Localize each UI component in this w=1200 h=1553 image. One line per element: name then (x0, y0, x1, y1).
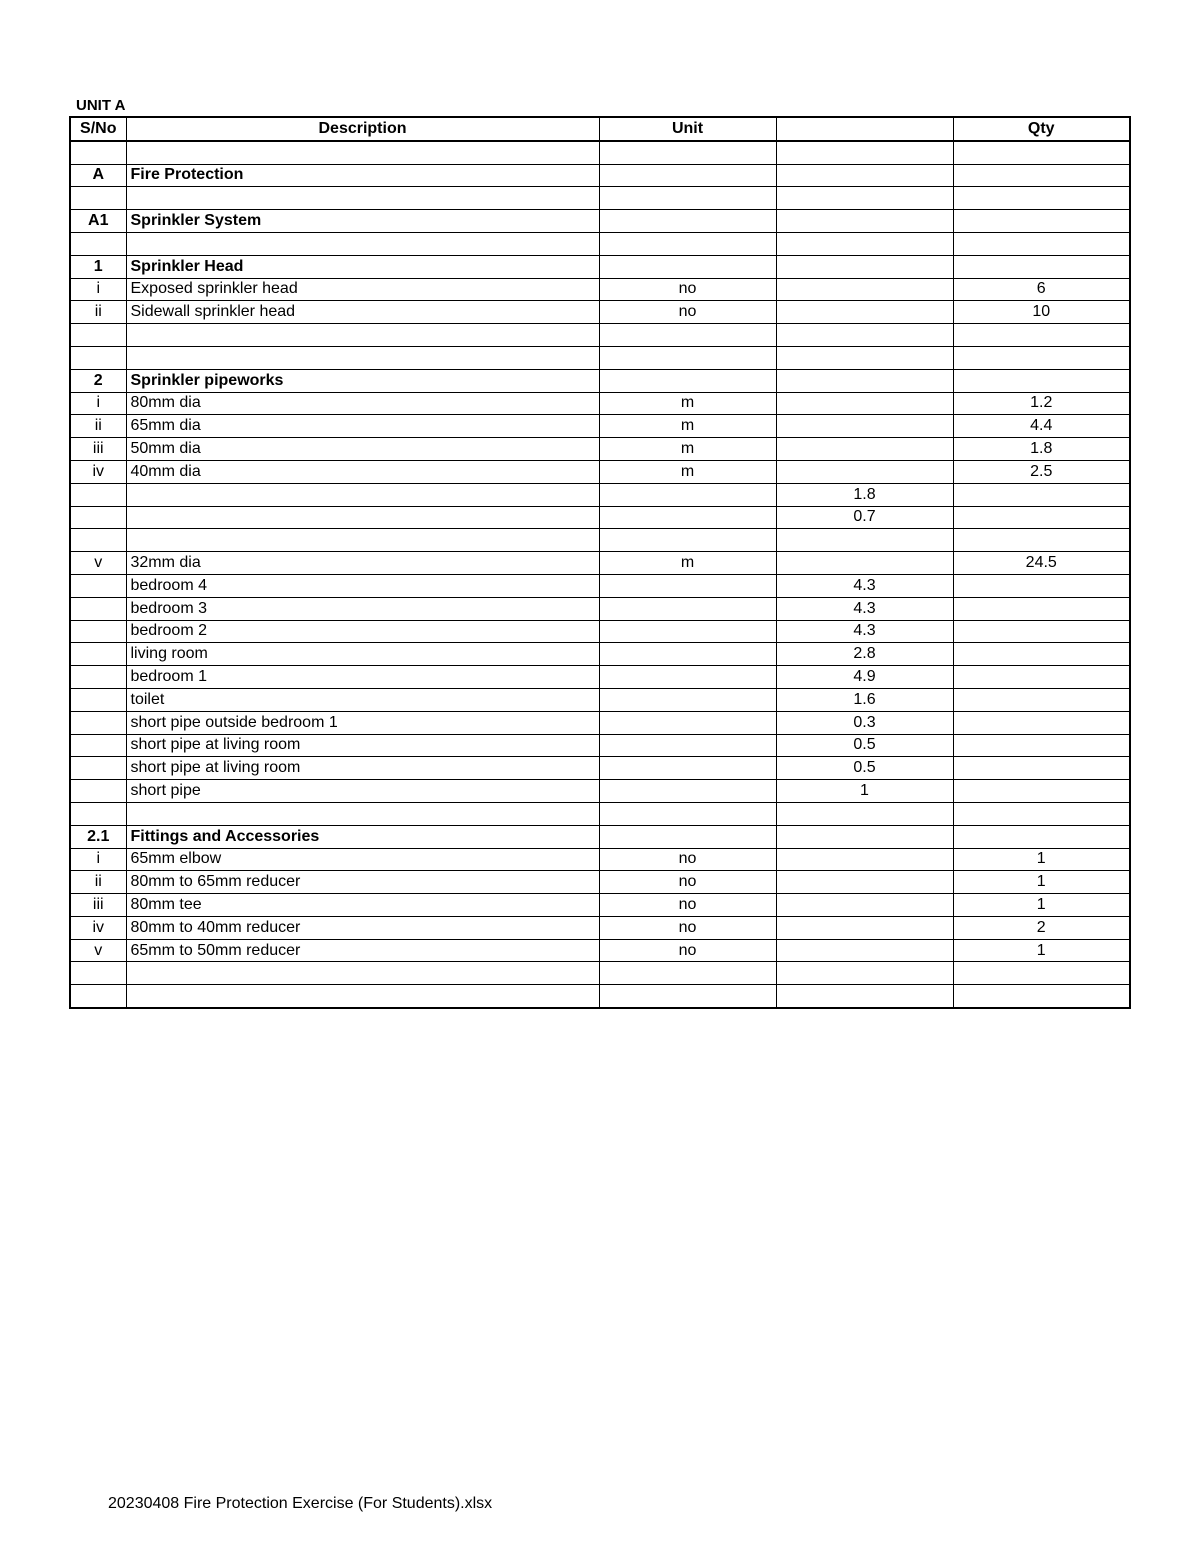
cell-sno (70, 574, 126, 597)
cell-description: 65mm elbow (126, 848, 599, 871)
cell-qty (953, 985, 1130, 1008)
cell-quantity-breakdown (776, 460, 953, 483)
cell-sno: 2.1 (70, 825, 126, 848)
cell-sno: ii (70, 301, 126, 324)
cell-quantity-breakdown (776, 802, 953, 825)
table-body (70, 141, 1130, 1008)
table-row (70, 666, 1130, 689)
cell-quantity-breakdown: 0.5 (776, 757, 953, 780)
cell-unit: m (599, 552, 776, 575)
table-row (70, 392, 1130, 415)
cell-qty (953, 187, 1130, 210)
cell-qty (953, 210, 1130, 233)
table-row (70, 780, 1130, 803)
cell-quantity-breakdown (776, 187, 953, 210)
cell-description: Fittings and Accessories (126, 825, 599, 848)
cell-unit (599, 210, 776, 233)
cell-qty: 1 (953, 894, 1130, 917)
cell-description: 40mm dia (126, 460, 599, 483)
cell-description (126, 324, 599, 347)
cell-qty (953, 666, 1130, 689)
cell-unit (599, 597, 776, 620)
cell-quantity-breakdown: 4.3 (776, 597, 953, 620)
cell-description: 65mm to 50mm reducer (126, 939, 599, 962)
cell-unit (599, 962, 776, 985)
cell-qty: 24.5 (953, 552, 1130, 575)
cell-unit (599, 688, 776, 711)
cell-quantity-breakdown (776, 255, 953, 278)
table-row (70, 802, 1130, 825)
cell-sno (70, 620, 126, 643)
cell-qty (953, 141, 1130, 164)
cell-qty: 1 (953, 848, 1130, 871)
table-row (70, 369, 1130, 392)
cell-description (126, 529, 599, 552)
cell-unit: no (599, 894, 776, 917)
cell-quantity-breakdown: 1.8 (776, 483, 953, 506)
cell-quantity-breakdown: 0.5 (776, 734, 953, 757)
cell-description (126, 141, 599, 164)
cell-qty (953, 780, 1130, 803)
cell-qty (953, 620, 1130, 643)
cell-qty (953, 711, 1130, 734)
cell-unit (599, 825, 776, 848)
cell-qty (953, 757, 1130, 780)
header-row (70, 117, 1130, 141)
cell-sno: iii (70, 894, 126, 917)
cell-sno (70, 597, 126, 620)
cell-unit (599, 506, 776, 529)
cell-quantity-breakdown: 4.3 (776, 574, 953, 597)
bill-of-quantities-table (69, 116, 1131, 1009)
table-row (70, 894, 1130, 917)
cell-quantity-breakdown (776, 438, 953, 461)
cell-unit (599, 802, 776, 825)
cell-sno (70, 985, 126, 1008)
cell-description (126, 506, 599, 529)
cell-sno (70, 324, 126, 347)
cell-sno: i (70, 848, 126, 871)
cell-qty (953, 324, 1130, 347)
cell-description (126, 232, 599, 255)
table-row (70, 529, 1130, 552)
table-row (70, 301, 1130, 324)
cell-description: living room (126, 643, 599, 666)
cell-unit (599, 620, 776, 643)
cell-unit (599, 141, 776, 164)
cell-sno: A1 (70, 210, 126, 233)
table-row (70, 825, 1130, 848)
cell-quantity-breakdown (776, 962, 953, 985)
cell-sno (70, 483, 126, 506)
cell-unit: m (599, 392, 776, 415)
cell-quantity-breakdown (776, 210, 953, 233)
table-row (70, 141, 1130, 164)
table-row (70, 757, 1130, 780)
cell-description: 50mm dia (126, 438, 599, 461)
cell-unit (599, 734, 776, 757)
cell-description: 65mm dia (126, 415, 599, 438)
cell-unit: no (599, 848, 776, 871)
table-row (70, 278, 1130, 301)
cell-description: Fire Protection (126, 164, 599, 187)
cell-quantity-breakdown (776, 164, 953, 187)
cell-quantity-breakdown (776, 415, 953, 438)
cell-sno: A (70, 164, 126, 187)
cell-unit (599, 369, 776, 392)
cell-qty (953, 962, 1130, 985)
cell-qty (953, 346, 1130, 369)
cell-sno (70, 643, 126, 666)
table-row (70, 711, 1130, 734)
cell-quantity-breakdown (776, 894, 953, 917)
cell-quantity-breakdown (776, 871, 953, 894)
cell-description (126, 346, 599, 369)
cell-qty: 1.8 (953, 438, 1130, 461)
cell-qty (953, 734, 1130, 757)
table-row (70, 346, 1130, 369)
cell-unit (599, 164, 776, 187)
cell-description: 80mm to 65mm reducer (126, 871, 599, 894)
cell-description: short pipe at living room (126, 757, 599, 780)
cell-sno: iv (70, 916, 126, 939)
cell-description: 32mm dia (126, 552, 599, 575)
cell-sno: i (70, 392, 126, 415)
cell-sno (70, 529, 126, 552)
table-row (70, 415, 1130, 438)
table-row (70, 164, 1130, 187)
cell-quantity-breakdown (776, 848, 953, 871)
cell-unit (599, 324, 776, 347)
cell-description: bedroom 1 (126, 666, 599, 689)
cell-qty: 4.4 (953, 415, 1130, 438)
cell-qty: 2 (953, 916, 1130, 939)
cell-quantity-breakdown (776, 552, 953, 575)
cell-quantity-breakdown: 4.3 (776, 620, 953, 643)
cell-sno: v (70, 939, 126, 962)
cell-unit: no (599, 871, 776, 894)
cell-quantity-breakdown (776, 985, 953, 1008)
table-row (70, 848, 1130, 871)
cell-unit: m (599, 415, 776, 438)
table-row (70, 255, 1130, 278)
cell-sno: iv (70, 460, 126, 483)
column-header-description: Description (126, 117, 599, 141)
cell-unit (599, 666, 776, 689)
table-row (70, 210, 1130, 233)
cell-qty (953, 597, 1130, 620)
cell-qty (953, 232, 1130, 255)
cell-unit: no (599, 301, 776, 324)
cell-unit (599, 574, 776, 597)
cell-sno (70, 232, 126, 255)
table-row (70, 460, 1130, 483)
cell-unit (599, 346, 776, 369)
cell-qty (953, 506, 1130, 529)
table-row (70, 597, 1130, 620)
cell-sno: iii (70, 438, 126, 461)
cell-qty: 2.5 (953, 460, 1130, 483)
cell-unit (599, 187, 776, 210)
cell-sno: ii (70, 415, 126, 438)
cell-qty (953, 529, 1130, 552)
table-row (70, 643, 1130, 666)
cell-description (126, 985, 599, 1008)
cell-description: Exposed sprinkler head (126, 278, 599, 301)
cell-qty (953, 825, 1130, 848)
table-row (70, 734, 1130, 757)
cell-unit (599, 643, 776, 666)
cell-description (126, 187, 599, 210)
cell-quantity-breakdown (776, 392, 953, 415)
cell-unit (599, 255, 776, 278)
cell-quantity-breakdown (776, 529, 953, 552)
table-row (70, 916, 1130, 939)
cell-unit: no (599, 916, 776, 939)
table-row (70, 552, 1130, 575)
cell-sno (70, 962, 126, 985)
column-header-qty: Qty (953, 117, 1130, 141)
cell-unit (599, 780, 776, 803)
column-header-blank (776, 117, 953, 141)
cell-qty: 6 (953, 278, 1130, 301)
table-row (70, 871, 1130, 894)
cell-sno (70, 711, 126, 734)
table-row (70, 483, 1130, 506)
sheet-title: UNIT A (76, 97, 126, 114)
cell-qty: 1 (953, 939, 1130, 962)
cell-quantity-breakdown (776, 278, 953, 301)
cell-description: Sidewall sprinkler head (126, 301, 599, 324)
cell-quantity-breakdown (776, 825, 953, 848)
cell-qty: 1.2 (953, 392, 1130, 415)
cell-qty (953, 574, 1130, 597)
table-row (70, 985, 1130, 1008)
table-row (70, 620, 1130, 643)
table-row (70, 187, 1130, 210)
cell-quantity-breakdown: 0.3 (776, 711, 953, 734)
cell-sno (70, 187, 126, 210)
cell-qty (953, 643, 1130, 666)
cell-description: toilet (126, 688, 599, 711)
cell-unit: m (599, 460, 776, 483)
table-row (70, 232, 1130, 255)
cell-quantity-breakdown (776, 324, 953, 347)
cell-sno (70, 780, 126, 803)
cell-sno: ii (70, 871, 126, 894)
cell-description: 80mm to 40mm reducer (126, 916, 599, 939)
footer-filename: 20230408 Fire Protection Exercise (For Students).xlsx (108, 1495, 493, 1512)
cell-sno (70, 688, 126, 711)
table-row (70, 962, 1130, 985)
cell-description: 80mm dia (126, 392, 599, 415)
cell-qty (953, 688, 1130, 711)
cell-unit (599, 529, 776, 552)
cell-sno: i (70, 278, 126, 301)
cell-qty (953, 369, 1130, 392)
table-row (70, 939, 1130, 962)
cell-unit: m (599, 438, 776, 461)
cell-quantity-breakdown (776, 369, 953, 392)
cell-quantity-breakdown: 2.8 (776, 643, 953, 666)
cell-qty (953, 483, 1130, 506)
cell-description: bedroom 3 (126, 597, 599, 620)
cell-quantity-breakdown (776, 301, 953, 324)
cell-sno: v (70, 552, 126, 575)
cell-description: short pipe at living room (126, 734, 599, 757)
table-row (70, 688, 1130, 711)
cell-unit: no (599, 939, 776, 962)
cell-unit: no (599, 278, 776, 301)
cell-description (126, 802, 599, 825)
cell-description: Sprinkler pipeworks (126, 369, 599, 392)
cell-description: short pipe (126, 780, 599, 803)
cell-quantity-breakdown (776, 232, 953, 255)
cell-qty: 10 (953, 301, 1130, 324)
cell-unit (599, 757, 776, 780)
cell-description: Sprinkler System (126, 210, 599, 233)
cell-quantity-breakdown (776, 939, 953, 962)
cell-quantity-breakdown (776, 916, 953, 939)
cell-description: short pipe outside bedroom 1 (126, 711, 599, 734)
cell-sno (70, 346, 126, 369)
cell-unit (599, 711, 776, 734)
cell-description: bedroom 2 (126, 620, 599, 643)
cell-quantity-breakdown: 1.6 (776, 688, 953, 711)
cell-description: Sprinkler Head (126, 255, 599, 278)
table-row (70, 324, 1130, 347)
table-row (70, 574, 1130, 597)
cell-quantity-breakdown (776, 141, 953, 164)
cell-sno (70, 757, 126, 780)
cell-qty: 1 (953, 871, 1130, 894)
cell-description: bedroom 4 (126, 574, 599, 597)
cell-description (126, 483, 599, 506)
cell-description: 80mm tee (126, 894, 599, 917)
cell-description (126, 962, 599, 985)
cell-quantity-breakdown: 1 (776, 780, 953, 803)
cell-sno (70, 734, 126, 757)
cell-sno (70, 506, 126, 529)
cell-qty (953, 802, 1130, 825)
cell-sno: 1 (70, 255, 126, 278)
table-row (70, 438, 1130, 461)
cell-quantity-breakdown: 4.9 (776, 666, 953, 689)
column-header-sno: S/No (70, 117, 126, 141)
table-row (70, 506, 1130, 529)
cell-sno (70, 666, 126, 689)
cell-quantity-breakdown (776, 346, 953, 369)
cell-sno (70, 802, 126, 825)
cell-qty (953, 255, 1130, 278)
column-header-unit: Unit (599, 117, 776, 141)
cell-unit (599, 985, 776, 1008)
cell-unit (599, 232, 776, 255)
cell-quantity-breakdown: 0.7 (776, 506, 953, 529)
cell-sno (70, 141, 126, 164)
cell-sno: 2 (70, 369, 126, 392)
cell-qty (953, 164, 1130, 187)
cell-unit (599, 483, 776, 506)
